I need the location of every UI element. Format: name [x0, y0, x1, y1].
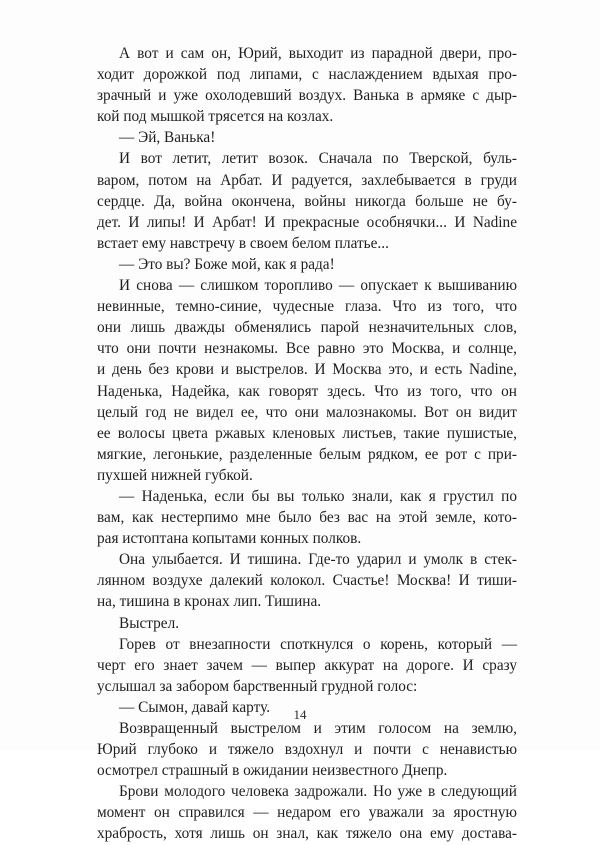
text-line: и день без крови и выстрелов. И Москва это, и есть Nadine,: [97, 361, 517, 379]
page-number: 14: [293, 707, 307, 722]
paragraph: [97, 127, 517, 148]
text-line: зрачный и уже охолодевший воздух. Ванька в армяке с дыр-: [97, 87, 517, 105]
text-line: Наденька, Надейка, как говорят здесь. Что из того, что он: [97, 382, 517, 400]
paragraph: [97, 43, 517, 127]
text-line: сердце. Да, война окончена, войны никогда больше не бу-: [97, 192, 517, 210]
text-line: Юрий глубоко и тяжело вздохнул и почти с ненавистью: [97, 741, 517, 759]
text-line: ее волосы цвета ржавых кленовых листьев, такие пушистые,: [97, 424, 517, 442]
page-text: [97, 43, 517, 845]
text-line: храбрость, хотя лишь он знал, как тяжело она ему достава-: [97, 825, 517, 843]
paragraph: [97, 613, 517, 634]
text-line: Она улыбается. И тишина. Где-то ударил и умолк в стек-: [119, 551, 517, 569]
paragraph: [97, 486, 517, 549]
text-line: Брови молодого человека задрожали. Но уже в следующий: [119, 783, 517, 801]
text-line: пухшей нижней губкой.: [97, 466, 253, 484]
paragraph: [97, 148, 517, 253]
text-line: целый год не видел ее, что они малознакомы. Вот он видит: [97, 403, 517, 421]
paragraph: [97, 254, 517, 275]
paragraph: [97, 781, 517, 844]
text-line: услышал за забором барственный грудной голос:: [97, 677, 418, 695]
text-line: Горев от внезапности споткнулся о корень, который —: [119, 635, 517, 653]
text-line: невинные, темно-синие, чудесные глаза. Что из того, что: [97, 298, 517, 316]
text-line: мягкие, легонькие, разделенные белым рядком, ее рот с при-: [97, 445, 517, 463]
text-line: И вот летит, летит возок. Сначала по Тверской, буль-: [119, 150, 517, 168]
text-line: рая истоптана копытами конных полков.: [97, 530, 362, 548]
paragraph: [97, 275, 517, 486]
text-line: — Это вы? Боже мой, как я рада!: [119, 255, 335, 273]
text-line: А вот и сам он, Юрий, выходит из парадной двери, про-: [119, 45, 517, 62]
paragraph: [97, 634, 517, 697]
text-line: — Эй, Ванька!: [119, 129, 216, 147]
text-line: варом, потом на Арбат. И радуется, захлебывается в груди: [97, 171, 517, 189]
text-line: что они почти незнакомы. Все равно это Москва, и солнце,: [97, 340, 517, 358]
text-line: кой под мышкой трясется на козлах.: [97, 108, 334, 126]
text-line: черт его знает зачем — выпер аккурат на дороге. И сразу: [97, 656, 517, 674]
paragraph: [97, 549, 517, 612]
text-line: лянном воздухе далекий колокол. Счастье! Москва! И тиши-: [97, 572, 517, 590]
text-line: встает ему навстречу в своем белом платье...: [97, 234, 389, 252]
text-line: — Наденька, если бы вы только знали, как я грустил по: [119, 487, 517, 505]
text-line: на, тишина в кронах лип. Тишина.: [97, 593, 322, 611]
text-line: момент он справился — недаром его уважали за яростную: [97, 804, 517, 822]
text-line: дет. И липы! И Арбат! И прекрасные особнячки... И Nadine: [97, 213, 517, 231]
text-line: осмотрел страшный в ожидании неизвестного Днепр.: [97, 762, 448, 780]
text-line: Выстрел.: [119, 614, 180, 632]
text-line: — Сымон, давай карту.: [119, 698, 271, 716]
text-line: Возвращенный выстрелом и этим голосом на землю,: [119, 720, 517, 737]
text-line: И снова — слишком торопливо — опускает к вышиванию: [119, 277, 517, 295]
text-line: вам, как нестерпимо мне было без вас на этой земле, кото-: [97, 509, 517, 527]
text-line: ходит дорожкой под липами, с наслаждением вдыхая про-: [97, 66, 517, 84]
text-line: они лишь дважды обменялись парой незначительных слов,: [97, 319, 517, 337]
